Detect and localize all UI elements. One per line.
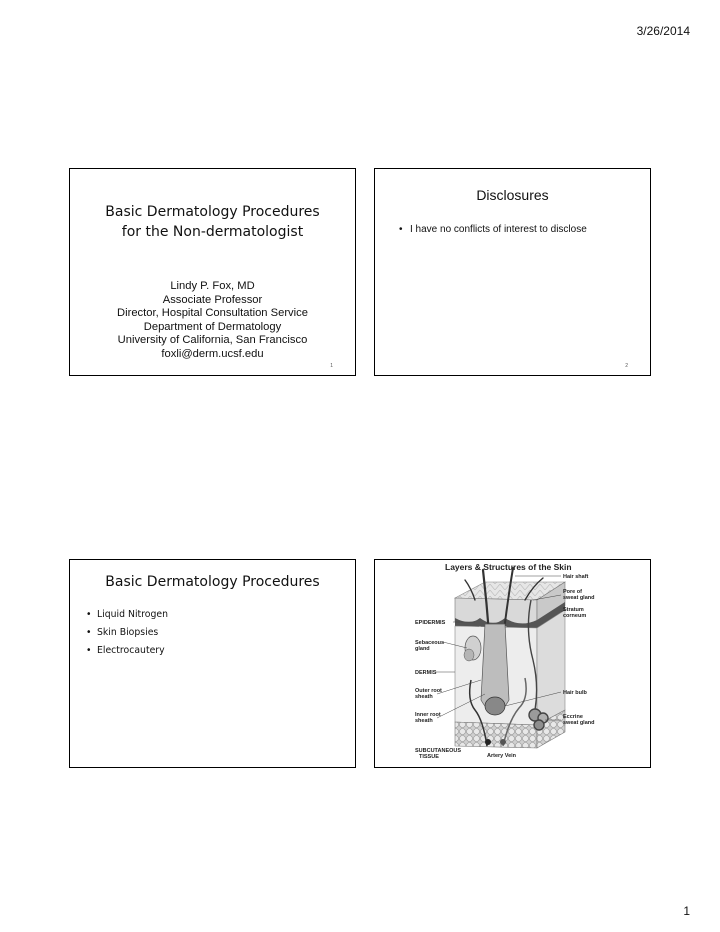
list-item: • Liquid Nitrogen [86, 606, 168, 624]
disclosure-list [399, 223, 587, 237]
header-date: 3/26/2014 [636, 24, 690, 38]
label-stratum-line-2: corneum [563, 613, 587, 619]
label-pore-line-2: sweat gland [563, 595, 595, 601]
author-role: Director, Hospital Consultation Service [117, 307, 308, 319]
label-outer-root-line-2: sheath [415, 694, 433, 700]
list-item: • Electrocautery [86, 642, 168, 660]
label-subcutaneous-line-1: SUBCUTANEOUS [415, 748, 462, 754]
label-outer-root-line-1: Outer root [415, 688, 442, 694]
label-artery-vein: Artery Vein [487, 753, 517, 759]
slide-1-heading [70, 202, 355, 242]
author-department: Department of Dermatology [143, 320, 282, 333]
slide-4-skin-diagram [374, 559, 651, 768]
list-item: • Skin Biopsies [86, 624, 168, 642]
slide-2-heading: Disclosures [476, 187, 549, 203]
author-name: Lindy P. Fox, MD [170, 280, 255, 292]
list-item: • I have no conflicts of interest to disclose [399, 223, 587, 237]
author-institution: University of California, San Francisco [117, 334, 308, 346]
label-subcutaneous-line-2: TISSUE [419, 754, 439, 760]
label-stratum-line-1: Stratum [563, 607, 584, 613]
slide-2-number: 2 [625, 363, 628, 369]
author-position: Associate Professor [162, 293, 263, 306]
label-sebaceous-line-1: Sebaceous [415, 640, 445, 646]
label-eccrine-line-1: Eccrine [563, 714, 583, 720]
slide-1-title-line-2: for the Non-dermatologist [121, 224, 304, 240]
skin-layers-illustration [375, 560, 652, 769]
label-hair-bulb: Hair bulb [563, 690, 587, 696]
slide-1-title-line-1: Basic Dermatology Procedures [105, 204, 320, 220]
label-eccrine-line-2: sweat gland [563, 720, 595, 726]
slide-3-heading: Basic Dermatology Procedures [105, 574, 320, 590]
label-inner-root-line-1: Inner root [415, 712, 441, 718]
label-dermis: DERMIS [415, 670, 437, 676]
slide-3-procedures [69, 559, 356, 768]
hair-follicle [481, 624, 509, 715]
label-hair-shaft: Hair shaft [563, 574, 589, 580]
procedure-list [86, 606, 168, 660]
slide-1-title [69, 168, 356, 376]
label-epidermis: EPIDERMIS [415, 620, 446, 626]
label-inner-root-line-2: sheath [415, 718, 433, 724]
author-email: foxli@derm.ucsf.edu [161, 347, 264, 360]
figure-title: Layers & Structures of the Skin [445, 562, 572, 572]
label-pore-line-1: Pore of [563, 589, 582, 595]
page-number: 1 [683, 904, 690, 918]
slide-1-number: 1 [330, 363, 333, 369]
author-block [70, 280, 355, 361]
label-sebaceous-line-2: gland [415, 646, 430, 652]
slide-2-disclosures [374, 168, 651, 376]
